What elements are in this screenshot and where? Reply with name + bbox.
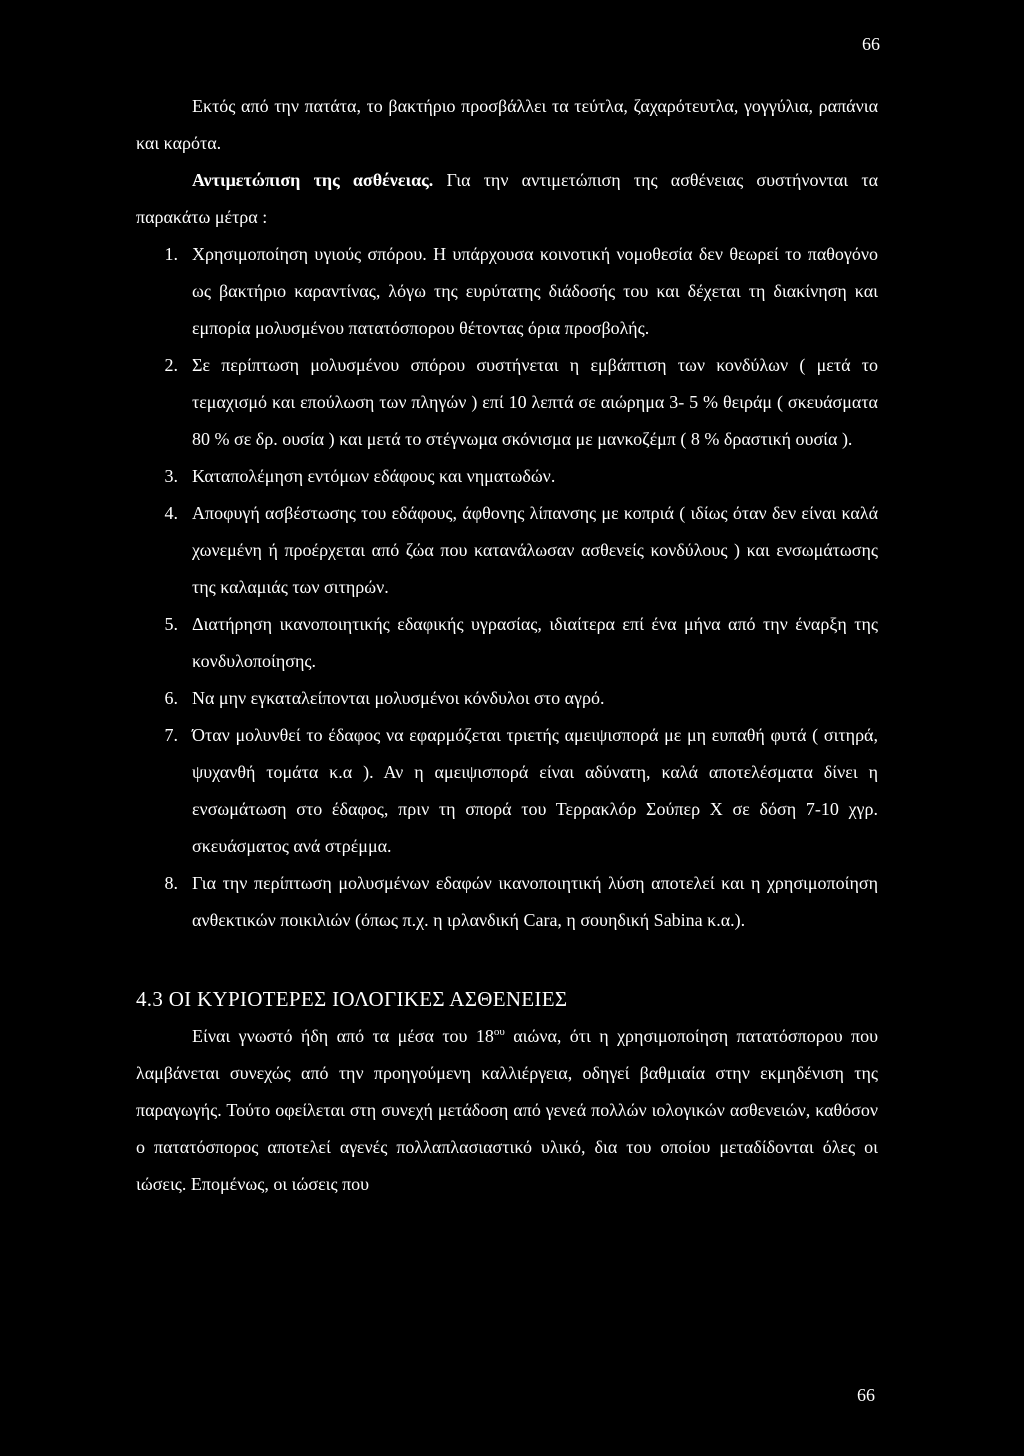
section-text-after: αιώνα, ότι η χρησιμοποίηση πατατόσπορου που λαμβάνεται συνεχώς από την προηγούμενη καλλιέργεια, οδηγεί βαθμιαία στην εκμηδένιση της παραγωγής. Τούτο οφείλεται στη συνεχή μετάδοση από γενεά πολλών ιολογικών ασθενειών, καθόσον ο πατατόσπορος αποτελεί αγενές πολλαπλασιαστικό υλικό, δια του οποίου μεταδίδονται όλες οι ιώσεις. Επομένως, οι ιώσεις που [136, 1026, 878, 1194]
treatment-text: Για την αντιμετώπιση της ασθένειας συστήνονται τα παρακάτω μέτρα : [136, 170, 879, 227]
item-text: Αποφυγή ασβέστωσης του εδάφους, άφθονης λίπανσης με κοπριά ( ιδίως όταν δεν είναι καλά χωνεμένη ή προέρχεται από ζώα που κατανάλωσαν ασθενείς κονδύλους ) και ενσωμάτωσης της καλαμιάς των σιτηρών. [192, 503, 878, 597]
list-item [136, 606, 878, 680]
list-item [136, 680, 878, 717]
item-text: Όταν μολυνθεί το έδαφος να εφαρμόζεται τριετής αμειψισπορά με μη ευπαθή φυτά ( σιτηρά, ψυχανθή τομάτα κ.α ). Αν η αμειψισπορά είναι αδύνατη, καλά αποτελέσματα δίνει η ενσωμάτωση στο έδαφος, πριν τη σπορά του Τερρακλόρ Σούπερ Χ σε δόση 7-10 χγρ. σκευάσματος ανά στρέμμα. [192, 725, 878, 856]
item-number: 4. [164, 503, 178, 523]
page-number-top: 66 [862, 34, 880, 54]
item-text: Διατήρηση ικανοποιητικής εδαφικής υγρασίας, ιδιαίτερα επί ένα μήνα από την έναρξη της κονδυλοποίησης. [192, 614, 878, 671]
item-text: Καταπολέμηση εντόμων εδάφους και νηματωδών. [192, 466, 556, 486]
intro-paragraph: Εκτός από την πατάτα, το βακτήριο προσβάλλει τα τεύτλα, ζαχαρότευτλα, γογγύλια, ραπάνια και καρότα. [136, 96, 878, 153]
list-item [136, 717, 878, 865]
document-body [136, 88, 878, 1203]
section-text-before: Είναι γνωστό ήδη από τα μέσα του 18 [192, 1026, 494, 1046]
list-item [136, 495, 878, 606]
measures-list [136, 236, 878, 939]
item-text: Για την περίπτωση μολυσμένων εδαφών ικανοποιητική λύση αποτελεί και η χρησιμοποίηση ανθεκτικών ποικιλιών (όπως π.χ. η ιρλανδική Cara, η σουηδική Sabina κ.α.). [192, 873, 878, 930]
treatment-heading: Αντιμετώπιση της ασθένειας. [192, 170, 434, 190]
item-number: 2. [164, 355, 178, 375]
page-number-bottom: 66 [857, 1385, 875, 1405]
item-number: 7. [164, 725, 178, 745]
item-number: 5. [164, 614, 178, 634]
treatment-paragraph [136, 162, 878, 236]
item-text: Σε περίπτωση μολυσμένου σπόρου συστήνεται η εμβάπτιση των κονδύλων ( μετά το τεμαχισμό και επούλωση των πληγών ) επί 10 λεπτά σε αιώρημα 3- 5 % θειράμ ( σκευάσματα 80 % σε δρ. ουσία ) και μετά το στέγνωμα σκόνισμα με μανκοζέμπ ( 8 % δραστική ουσία ). [192, 355, 878, 449]
item-number: 1. [164, 244, 178, 264]
item-number: 3. [164, 466, 178, 486]
item-text: Να μην εγκαταλείπονται μολυσμένοι κόνδυλοι στο αγρό. [192, 688, 605, 708]
item-number: 8. [164, 873, 178, 893]
section-heading: 4.3 ΟΙ ΚΥΡΙΟΤΕΡΕΣ ΙΟΛΟΓΙΚΕΣ ΑΣΘΕΝΕΙΕΣ [136, 987, 568, 1011]
list-item [136, 458, 878, 495]
section-paragraph [136, 1018, 878, 1203]
list-item [136, 236, 878, 347]
list-item [136, 865, 878, 939]
ordinal-superscript: ου [493, 1026, 505, 1038]
item-number: 6. [164, 688, 178, 708]
item-text: Χρησιμοποίηση υγιούς σπόρου. Η υπάρχουσα κοινοτική νομοθεσία δεν θεωρεί το παθογόνο ως βακτήριο καραντίνας, λόγω της ευρύτατης διάδοσής του και δέχεται τη διακίνηση και εμπορία μολυσμένου πατατόσπορου θέτοντας όρια προσβολής. [192, 244, 878, 338]
list-item [136, 347, 878, 458]
